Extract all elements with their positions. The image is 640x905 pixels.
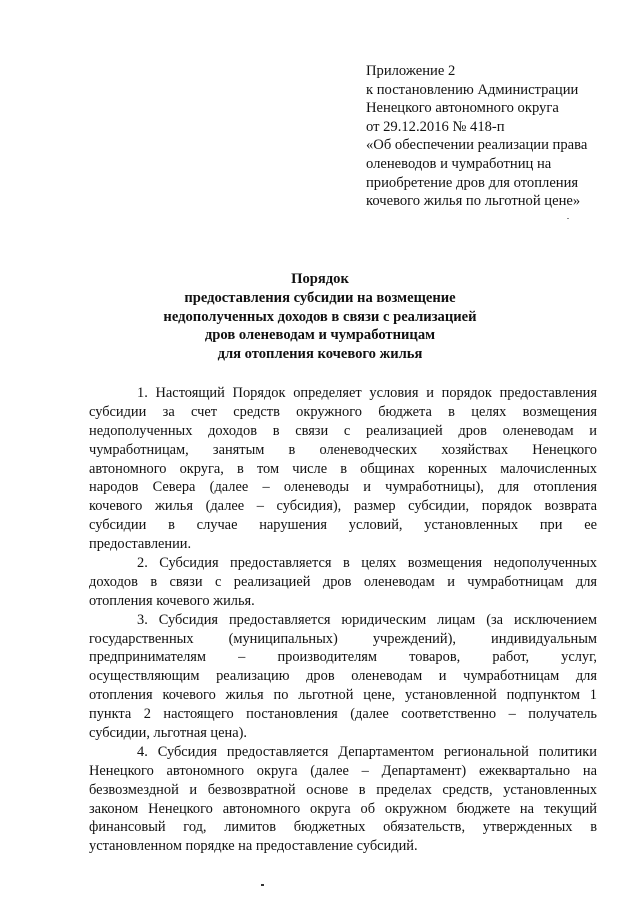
document-body [89, 384, 597, 856]
text-line: субсидии в случае нарушения условий, установленных при ее [89, 517, 597, 534]
appendix-line: кочевого жилья по льготной цене» [366, 193, 581, 210]
text-line: 3. Субсидия предоставляется юридическим лицам (за исключением [137, 611, 597, 628]
text-line: законом Ненецкого автономного округа об окружном бюджете на текущий [89, 800, 597, 817]
text-line: пункта 2 настоящего постановления (далее соответственно – получатель [89, 706, 597, 723]
text-line: безвозмездной и безвозвратной основе в пределах средств, установленных [89, 781, 597, 798]
appendix-line: Ненецкого автономного округа [366, 100, 559, 117]
title-line: для отопления кочевого жилья [217, 346, 423, 363]
text-line: субсидии, льготная цена). [89, 725, 247, 742]
title-line: предоставления субсидии на возмещение [184, 289, 456, 306]
text-line: осуществляющим реализацию дров оленеводам и чумработницам для [89, 668, 597, 685]
text-line: 2. Субсидия предоставляется в целях возмещения недополученных [137, 555, 597, 572]
appendix-line: приобретение дров для отопления [366, 174, 579, 191]
scan-mark [261, 884, 264, 886]
text-line: кочевого жилья (далее – субсидия), размер субсидии, порядок возврата [89, 498, 597, 515]
appendix-line: «Об обеспечении реализации права [366, 137, 588, 154]
paragraph-4 [89, 743, 597, 856]
paragraph-2 [89, 554, 597, 611]
text-line: автономного округа, в том числе в общинах коренных малочисленных [89, 460, 597, 477]
text-line: доходов в связи с реализацией дров оленеводам и чумработницам для [89, 573, 597, 590]
text-line: отопления кочевого жилья по льготной цене, установленной подпунктом 1 [89, 687, 597, 704]
appendix-line: оленеводов и чумработниц на [366, 155, 552, 172]
scan-speck [567, 218, 569, 219]
appendix-line: к постановлению Администрации [366, 81, 579, 98]
paragraph-3 [89, 611, 597, 743]
appendix-line: Приложение 2 [366, 63, 456, 79]
appendix-line: от 29.12.2016 № 418-п [366, 118, 505, 135]
appendix-header [366, 62, 628, 211]
title-line: Порядок [291, 271, 349, 287]
paragraph-1 [89, 384, 597, 554]
text-line: Ненецкого автономного округа (далее – Департамент) ежеквартально на [89, 762, 597, 779]
text-line: установленном порядке на предоставление субсидий. [89, 838, 418, 855]
text-line: субсидии за счет средств окружного бюджета в целях возмещения [89, 403, 597, 420]
text-line: чумработницам, занятым в оленеводческих хозяйствах Ненецкого [89, 441, 597, 458]
text-line: финансовый год, лимитов бюджетных обязательств, утвержденных в [89, 819, 597, 836]
text-line: отопления кочевого жилья. [89, 592, 255, 609]
text-line: 1. Настоящий Порядок определяет условия и порядок предоставления [137, 385, 597, 401]
document-title [40, 270, 600, 364]
text-line: государственных (муниципальных) учреждений), индивидуальным [89, 630, 597, 647]
text-line: недополученных доходов в связи с реализацией дров оленеводам и [89, 422, 597, 439]
text-line: 4. Субсидия предоставляется Департаментом региональной политики [137, 743, 597, 760]
text-line: предпринимателям – производителям товаров, работ, услуг, [89, 649, 597, 666]
text-line: предоставлении. [89, 536, 192, 553]
title-line: дров оленеводам и чумработницам [204, 327, 436, 344]
title-line: недополученных доходов в связи с реализацией [163, 308, 477, 325]
text-line: народов Севера (далее – оленеводы и чумработницы), для отопления [89, 479, 597, 496]
